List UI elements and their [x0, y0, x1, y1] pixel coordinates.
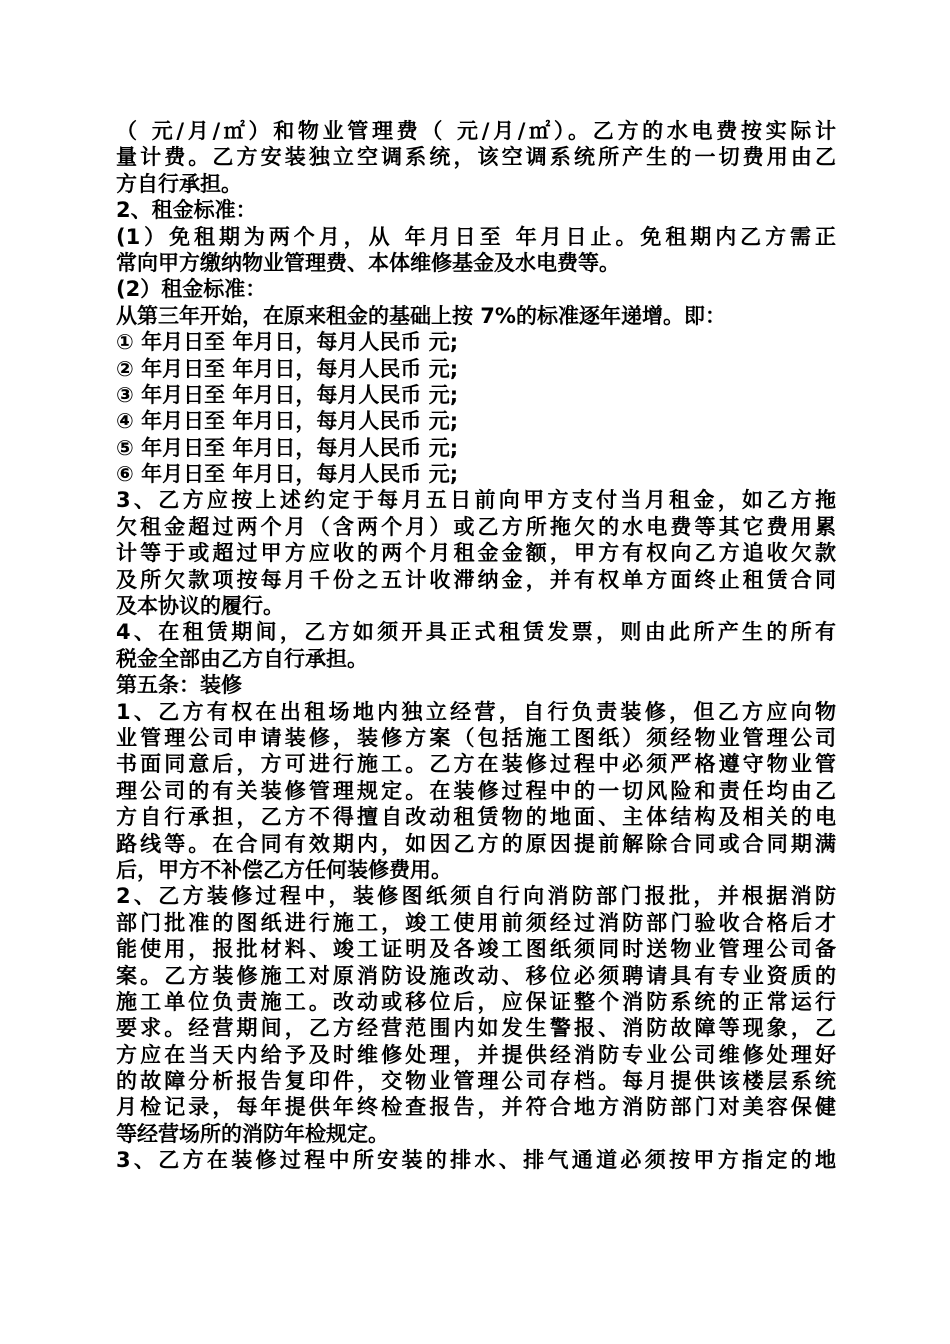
text-line: ② 年月日至 年月日，每月人民币 元;: [116, 356, 459, 381]
text-line: 方自行承担，乙方不得擅自改动租赁物的地面、主体结构及相关的电: [116, 805, 836, 830]
text-line: (2）租金标准：: [116, 277, 267, 302]
text-line: 3、乙方在装修过程中所安装的排水、排气通道必须按甲方指定的地: [116, 1148, 836, 1173]
text-line: 方应在当天内给予及时维修处理，并提供经消防专业公司维修处理好: [116, 1042, 836, 1067]
text-line: 路线等。在合同有效期内，如因乙方的原因提前解除合同或合同期满: [116, 831, 836, 856]
text-line: 方自行承担。: [116, 171, 242, 196]
text-line: 要求。经营期间，乙方经营范围内如发生警报、消防故障等现象，乙: [116, 1016, 836, 1041]
text-line: 的故障分析报告复印件，交物业管理公司存档。每月提供该楼层系统: [116, 1069, 836, 1094]
text-line: 施工单位负责施工。改动或移位后，应保证整个消防系统的正常运行: [116, 989, 836, 1014]
text-line: 理公司的有关装修管理规定。在装修过程中的一切风险和责任均由乙: [116, 778, 836, 803]
text-line: ⑤ 年月日至 年月日，每月人民币 元;: [116, 435, 459, 460]
text-line: 及所欠款项按每月千份之五计收滞纳金，并有权单方面终止租赁合同: [116, 567, 836, 592]
text-line: 部门批准的图纸进行施工，竣工使用前须经过消防部门验收合格后才: [116, 910, 836, 935]
text-line: 等经营场所的消防年检规定。: [116, 1121, 389, 1146]
text-line: 量计费。乙方安装独立空调系统，该空调系统所产生的一切费用由乙: [116, 145, 836, 170]
text-line: （ 元/月/㎡）和物业管理费（ 元/月/㎡）。乙方的水电费按实际计: [116, 119, 836, 143]
text-line: 2、乙方装修过程中，装修图纸须自行向消防部门报批，并根据消防: [116, 884, 836, 909]
text-line: 案。乙方装修施工对原消防设施改动、移位必须聘请具有专业资质的: [116, 963, 836, 988]
text-line: 计等于或超过甲方应收的两个月租金金额，甲方有权向乙方追收欠款: [116, 541, 836, 566]
text-line: 月检记录，每年提供年终检查报告，并符合地方消防部门对美容保健: [116, 1095, 836, 1120]
text-line: 后，甲方不补偿乙方任何装修费用。: [116, 857, 452, 882]
text-line: 第五条：装修: [116, 673, 242, 698]
text-line: ③ 年月日至 年月日，每月人民币 元;: [116, 382, 459, 407]
text-line: 2、租金标准：: [116, 198, 257, 223]
text-line: 常向甲方缴纳物业管理费、本体维修基金及水电费等。: [116, 250, 620, 275]
text-line: 书面同意后，方可进行施工。乙方在装修过程中必须严格遵守物业管: [116, 752, 836, 777]
text-line: 能使用，报批材料、竣工证明及各竣工图纸须同时送物业管理公司备: [116, 937, 836, 962]
text-line: 业管理公司申请装修，装修方案（包括施工图纸）须经物业管理公司: [116, 725, 836, 750]
text-line: 4、在租赁期间，乙方如须开具正式租赁发票，则由此所产生的所有: [116, 620, 836, 645]
text-line: 1、乙方有权在出租场地内独立经营，自行负责装修，但乙方应向物: [116, 699, 836, 724]
text-line: ④ 年月日至 年月日，每月人民币 元;: [116, 409, 459, 434]
text-line: 从第三年开始，在原来租金的基础上按 7%的标准逐年递增。即：: [116, 303, 726, 328]
text-line: 税金全部由乙方自行承担。: [116, 646, 368, 671]
text-line: ⑥ 年月日至 年月日，每月人民币 元;: [116, 462, 459, 487]
text-line: 3、乙方应按上述约定于每月五日前向甲方支付当月租金，如乙方拖: [116, 488, 836, 513]
text-line: 及本协议的履行。: [116, 594, 284, 619]
text-line: (1）免租期为两个月，从 年月日至 年月日止。免租期内乙方需正: [116, 224, 836, 249]
text-line: ① 年月日至 年月日，每月人民币 元;: [116, 330, 459, 355]
text-line: 欠租金超过两个月（含两个月）或乙方所拖欠的水电费等其它费用累: [116, 514, 836, 539]
document-page: [116, 118, 836, 1174]
